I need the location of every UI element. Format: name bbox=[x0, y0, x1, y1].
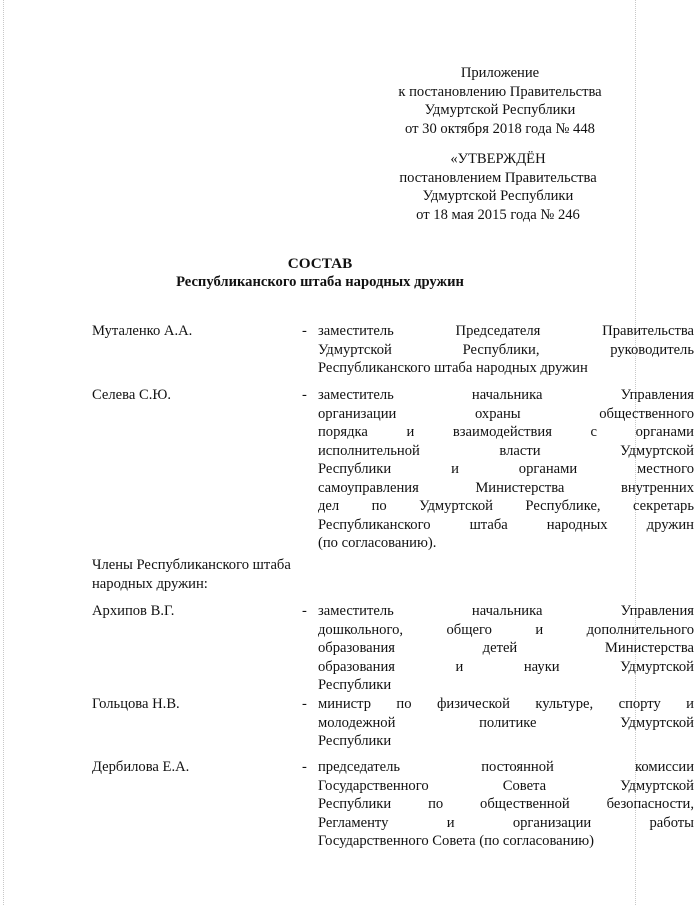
left-scan-edge bbox=[3, 0, 4, 905]
position-line: Республики bbox=[318, 733, 392, 749]
appendix-block bbox=[370, 64, 630, 138]
position-line: образования и науки Удмуртской bbox=[318, 658, 694, 675]
separator-dash: - bbox=[302, 696, 307, 712]
position-line: дел по Удмуртской Республике, секретарь bbox=[318, 498, 694, 514]
separator-dash: - bbox=[302, 603, 307, 619]
position-line: молодежной политике Удмуртской bbox=[318, 714, 694, 731]
member-position bbox=[318, 322, 694, 378]
position-line: Удмуртской Республики, руководитель bbox=[318, 341, 694, 358]
position-line: Регламенту и организации работы bbox=[318, 814, 694, 831]
approved-block bbox=[368, 150, 628, 224]
appendix-line: Приложение bbox=[460, 65, 540, 81]
approved-line: постановлением Правительства bbox=[399, 169, 597, 186]
position-line: Республиканского штаба народных дружин bbox=[318, 516, 694, 533]
member-name: Архипов В.Г. bbox=[92, 603, 175, 619]
position-line: исполнительной власти Удмуртской bbox=[318, 442, 694, 459]
position-line: организации охраны общественного bbox=[318, 405, 694, 422]
position-line: Республики bbox=[318, 677, 392, 693]
title-line-1: СОСТАВ bbox=[287, 255, 353, 272]
member-position bbox=[318, 386, 694, 553]
position-line: образования детей Министерства bbox=[318, 640, 694, 656]
approved-line: Удмуртской Республики bbox=[422, 188, 574, 204]
position-line: заместитель начальника Управления bbox=[318, 603, 694, 619]
position-line: Республики и органами местного bbox=[318, 461, 694, 477]
position-line: председатель постоянной комиссии bbox=[318, 759, 694, 775]
position-line: Государственного Совета Удмуртской bbox=[318, 777, 694, 794]
title-line-2: Республиканского штаба народных дружин bbox=[176, 274, 464, 290]
member-position bbox=[318, 758, 694, 851]
position-line: Республиканского штаба народных дружин bbox=[318, 360, 588, 376]
separator-dash: - bbox=[302, 323, 307, 339]
member-position bbox=[318, 602, 694, 695]
position-line: (по согласованию). bbox=[318, 535, 437, 551]
position-line: самоуправления Министерства внутренних bbox=[318, 479, 694, 496]
member-name: Селева С.Ю. bbox=[92, 387, 172, 403]
appendix-line: к постановлению Правительства bbox=[398, 83, 602, 100]
approved-line: «УТВЕРЖДЁН bbox=[450, 151, 546, 167]
member-name: Муталенко А.А. bbox=[92, 323, 193, 339]
appendix-line: от 30 октября 2018 года № 448 bbox=[405, 120, 595, 137]
position-line: министр по физической культуре, спорту и bbox=[318, 696, 694, 712]
position-line: дошкольного, общего и дополнительного bbox=[318, 621, 694, 638]
position-line: порядка и взаимодействия с органами bbox=[318, 424, 694, 440]
member-name: Гольцова Н.В. bbox=[92, 696, 180, 712]
appendix-line: Удмуртской Республики bbox=[424, 102, 576, 118]
separator-dash: - bbox=[302, 387, 307, 403]
document-title bbox=[0, 254, 640, 292]
separator-dash: - bbox=[302, 759, 307, 775]
position-line: Республики по общественной безопасности, bbox=[318, 796, 694, 812]
members-heading bbox=[92, 556, 332, 593]
position-line: заместитель начальника Управления bbox=[318, 387, 694, 403]
member-position bbox=[318, 695, 694, 751]
member-name: Дербилова Е.А. bbox=[92, 759, 190, 775]
position-line: Государственного Совета (по согласованию) bbox=[318, 833, 595, 849]
position-line: заместитель Председателя Правительства bbox=[318, 323, 694, 339]
approved-line: от 18 мая 2015 года № 246 bbox=[416, 206, 580, 223]
members-heading-line-1: Члены Республиканского штаба bbox=[92, 557, 291, 573]
members-heading-line-2: народных дружин: bbox=[92, 575, 208, 592]
